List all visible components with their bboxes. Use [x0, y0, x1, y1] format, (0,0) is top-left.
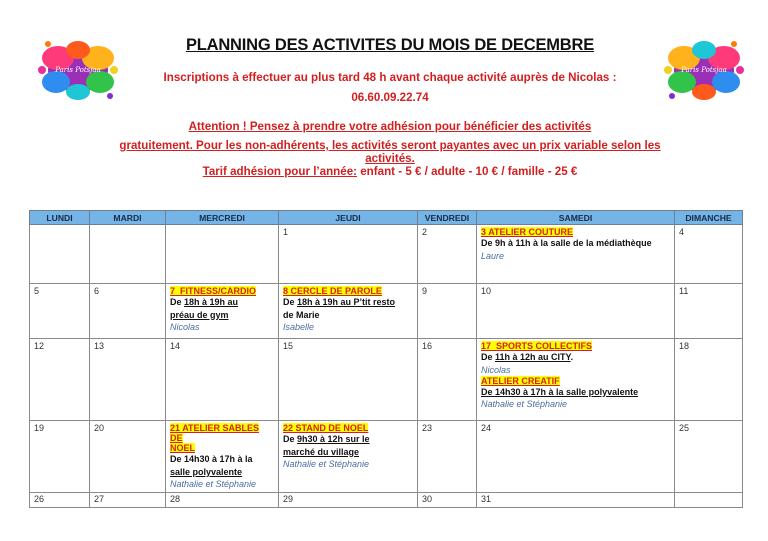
- day-cell: [675, 493, 743, 508]
- day-cell: [166, 339, 279, 421]
- logo-text-left: Paris Potsjaa: [55, 66, 101, 74]
- day-number: 12: [34, 341, 45, 351]
- day-cell: [477, 339, 675, 421]
- day-number: 8: [283, 286, 289, 296]
- day-number: 22: [283, 423, 294, 433]
- week-row: [30, 421, 743, 493]
- day-cell: [166, 284, 279, 339]
- activity-title: ATELIER CREATIF: [481, 375, 560, 386]
- day-number: 21: [170, 423, 181, 433]
- activity-name: ATELIER COUTURE: [488, 227, 574, 237]
- day-cell: [279, 225, 418, 284]
- day-number: 4: [679, 227, 685, 237]
- activity-organizer: Isabelle: [283, 322, 315, 332]
- activity-title: [481, 227, 573, 237]
- calendar-table: [29, 210, 743, 508]
- header-wednesday: MERCREDI: [166, 211, 279, 225]
- activity-organizer: Nicolas: [170, 322, 200, 332]
- day-cell: [279, 493, 418, 508]
- day-number: 16: [422, 341, 433, 351]
- details-part: De: [170, 297, 185, 307]
- day-number: 13: [94, 341, 105, 351]
- activity-organizer: Nathalie et Stéphanie: [283, 459, 370, 469]
- day-number: 6: [94, 286, 100, 296]
- details-part: préau de gym: [170, 309, 229, 320]
- day-number: 5: [34, 286, 40, 296]
- day-cell: [166, 225, 279, 284]
- activity-details: De 9h à 11h à la salle de la médiathèque: [481, 238, 652, 248]
- header-thursday: JEUDI: [279, 211, 418, 225]
- activity-title: [481, 341, 592, 351]
- activity-name: STAND DE NOEL: [295, 423, 369, 433]
- day-number: 10: [481, 286, 492, 296]
- day-cell: [477, 225, 675, 284]
- day-cell: [90, 284, 166, 339]
- day-cell: [675, 225, 743, 284]
- activity-details: [283, 296, 413, 321]
- header-friday: VENDREDI: [418, 211, 477, 225]
- day-cell: [90, 225, 166, 284]
- day-cell: [477, 284, 675, 339]
- week-row: [30, 225, 743, 284]
- day-number: 29: [283, 494, 294, 504]
- week-row: [30, 493, 743, 508]
- details-part: De 14h30 à 17h à la: [170, 454, 253, 464]
- logo-right: [662, 36, 746, 104]
- day-number: 18: [679, 341, 690, 351]
- activity-name: SPORTS COLLECTIFS: [496, 341, 593, 351]
- day-cell: [477, 421, 675, 493]
- day-cell: [279, 284, 418, 339]
- activity-title: [283, 423, 368, 433]
- activity-name: FITNESS/CARDIO: [180, 286, 257, 296]
- day-number: 31: [481, 494, 492, 504]
- activity-name: ATELIER SABLES DE: [170, 423, 260, 443]
- page-title: PLANNING DES ACTIVITES DU MOIS DE DECEMBRE: [185, 36, 595, 54]
- day-number: 26: [34, 494, 45, 504]
- activity-details: [283, 433, 413, 458]
- day-number: 2: [422, 227, 428, 237]
- week-row: [30, 339, 743, 421]
- header-saturday: SAMEDI: [477, 211, 675, 225]
- day-cell: [30, 493, 90, 508]
- day-cell: [279, 339, 418, 421]
- activity-organizer: Nathalie et Stéphanie: [170, 479, 257, 489]
- day-cell: [30, 421, 90, 493]
- activity-title: NOEL: [170, 443, 196, 453]
- details-part: 18h à 19h au P’tit resto: [297, 297, 396, 307]
- activity-details: De 11h à 12h au CITY.: [481, 352, 574, 362]
- header-monday: LUNDI: [30, 211, 90, 225]
- details-part: de Marie: [283, 309, 320, 320]
- day-cell: [90, 421, 166, 493]
- day-cell: [90, 493, 166, 508]
- activity-title: [170, 286, 256, 296]
- day-cell: [90, 339, 166, 421]
- attention-note-line1: Attention ! Pensez à prendre votre adhésion pour bénéficier des activités: [188, 120, 592, 133]
- details-part: De: [283, 434, 298, 444]
- day-number: 9: [422, 286, 428, 296]
- day-number: 24: [481, 423, 492, 433]
- details-part: salle polyvalente: [170, 466, 243, 477]
- tarif-values: enfant - 5 € / adulte - 10 € / famille - 25 €: [357, 165, 578, 178]
- logo-left: [36, 36, 120, 104]
- day-number: 14: [170, 341, 181, 351]
- activity-organizer: Nathalie et Stéphanie: [481, 399, 568, 409]
- activity-name: CERCLE DE PAROLE: [290, 286, 382, 296]
- day-cell: [675, 421, 743, 493]
- activity-title: [170, 423, 259, 443]
- day-cell: [418, 421, 477, 493]
- header-tuesday: MARDI: [90, 211, 166, 225]
- calendar-header-row: [30, 211, 743, 225]
- day-cell: [279, 421, 418, 493]
- logo-text-right: Paris Potsjaa: [681, 66, 727, 74]
- details-part: De: [283, 297, 298, 307]
- day-number: 19: [34, 423, 45, 433]
- activity-details: [481, 386, 670, 399]
- attention-note-line2: gratuitement. Pour les non-adhérents, les activités seront payantes avec un prix variable selon les activités.: [119, 139, 661, 165]
- week-row: [30, 284, 743, 339]
- activity-title: [283, 286, 382, 296]
- day-number: 30: [422, 494, 433, 504]
- day-number: 28: [170, 494, 181, 504]
- day-cell: [418, 225, 477, 284]
- day-cell: [418, 284, 477, 339]
- details-part: De: [481, 352, 496, 362]
- activity-details: [170, 296, 274, 321]
- day-number: 23: [422, 423, 433, 433]
- header-sunday: DIMANCHE: [675, 211, 743, 225]
- activity-details: [170, 453, 274, 478]
- day-cell: [418, 339, 477, 421]
- tarif-label: Tarif adhésion pour l’année:: [202, 165, 358, 178]
- day-number: 7: [170, 286, 176, 296]
- day-cell: [675, 339, 743, 421]
- activity-organizer: Laure: [481, 250, 505, 261]
- day-cell: [675, 284, 743, 339]
- activity-organizer: Nicolas: [481, 364, 511, 375]
- day-cell: [418, 493, 477, 508]
- details-part: 18h à 19h au: [184, 297, 239, 307]
- day-number: 3: [481, 227, 487, 237]
- details-part: marché du village: [283, 446, 360, 457]
- day-number: 17: [481, 341, 492, 351]
- day-number: 20: [94, 423, 105, 433]
- details-part: De 14h30 à 17h à la salle polyvalente: [481, 386, 639, 397]
- day-cell: [477, 493, 675, 508]
- day-cell: [30, 225, 90, 284]
- day-cell: [30, 339, 90, 421]
- day-number: 25: [679, 423, 690, 433]
- day-number: 1: [283, 227, 289, 237]
- day-number: 15: [283, 341, 294, 351]
- registration-note: Inscriptions à effectuer au plus tard 48 h avant chaque activité auprès de Nicolas :: [163, 71, 617, 84]
- details-part: 9h30 à 12h sur le: [297, 434, 370, 444]
- phone-number: 06.60.09.22.74: [351, 91, 429, 104]
- tarif-line: [100, 165, 680, 178]
- day-number: 11: [679, 286, 689, 296]
- details-part: 11h à 12h au CITY: [495, 352, 571, 362]
- day-number: 27: [94, 494, 105, 504]
- day-cell: [30, 284, 90, 339]
- day-cell: [166, 421, 279, 493]
- day-cell: [166, 493, 279, 508]
